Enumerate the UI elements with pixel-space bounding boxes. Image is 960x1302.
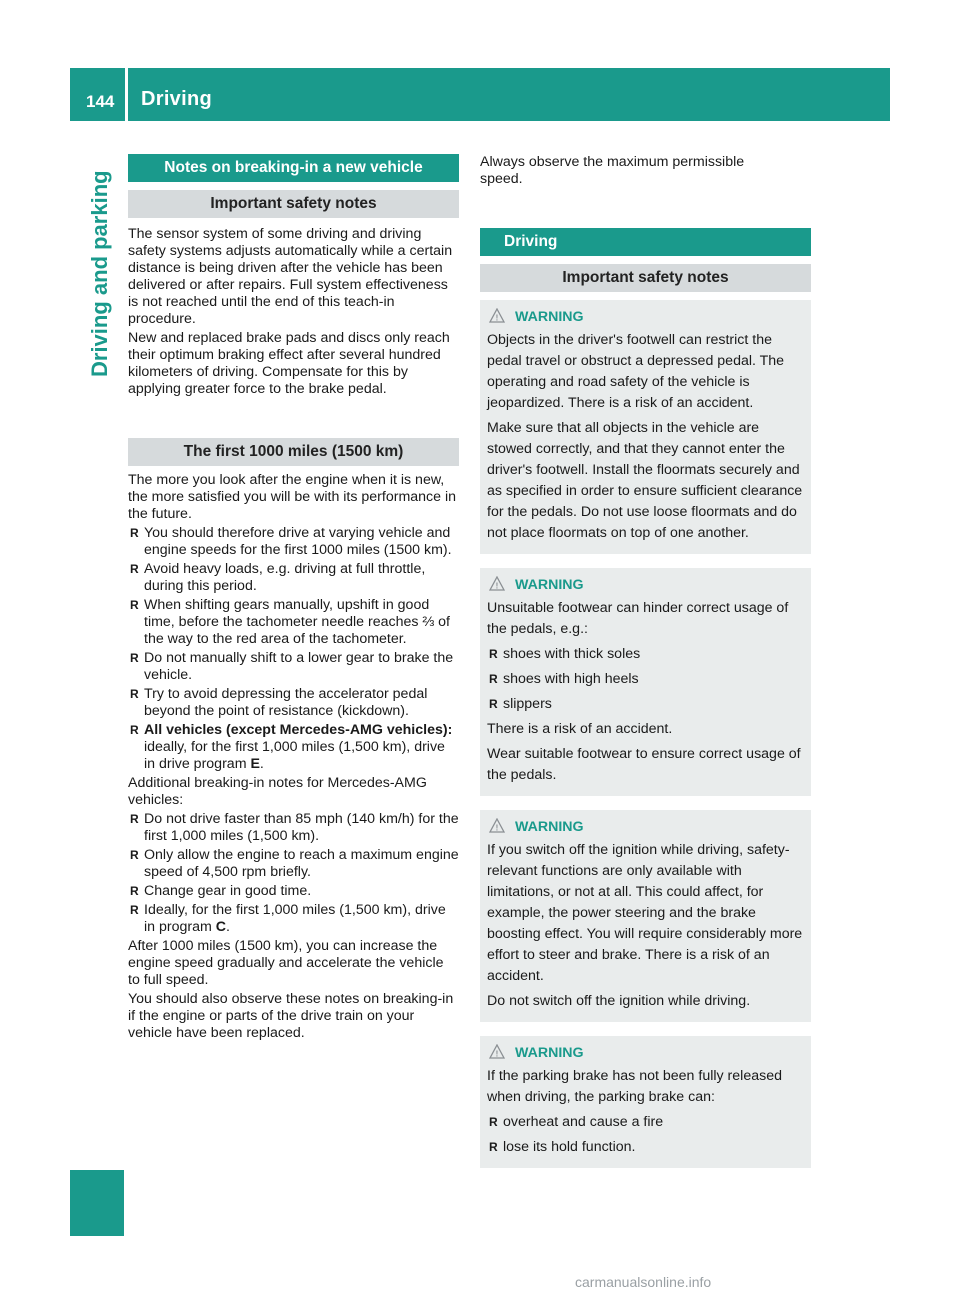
paragraph: Make sure that all objects in the vehicle are stowed correctly, and that they cannot enter the driver's footwell. Install the floormats securely and as specified in order to ensure sufficient clearance for the pedals. Do not use loose floormats and do not place floormats on top of one another. [487,420,803,541]
list-item: R slippers [487,694,804,715]
bullet-icon: R [489,672,498,686]
paragraph: Additional breaking-in notes for Mercedes-AMG vehicles: [128,775,427,808]
bullet-icon: R [130,651,139,665]
bullet-icon: R [489,697,498,711]
subsection-title: Important safety notes [480,264,811,292]
bullet-icon: R [130,562,139,576]
bullet-icon: R [130,723,139,737]
list-item: R Ideally, for the first 1,000 miles (1,500 km), drive in program C. [130,902,446,935]
paragraph: The sensor system of some driving and driving safety systems adjusts automatically while a certain distance is being driven after the vehicle has been delivered or after repairs. Full system effectiveness is not reached until the end of this teach-in procedure. [128,226,453,327]
section-title: Driving [480,228,811,256]
paragraph: There is a risk of an accident. [487,721,673,737]
watermark: carmanualsonline.info [575,1274,712,1290]
warning-icon [489,1044,505,1060]
page-number: 144 [86,92,115,111]
warning-icon [489,576,505,592]
list-item: R Change gear in good time. [130,883,312,899]
bullet-list [487,1112,804,1158]
warning-box [480,300,811,554]
svg-text:!: ! [495,823,499,833]
bullet-icon: R [130,598,139,612]
paragraph: Wear suitable footwear to ensure correct usage of the pedals. [487,746,801,783]
bullet-icon: R [130,687,139,701]
paragraph: After 1000 miles (1500 km), you can increase the engine speed gradually and accelerate the vehicle to full speed. [128,938,444,988]
left-column [128,154,459,1044]
warning-box [480,568,811,796]
bullet-icon: R [130,903,139,917]
svg-text:!: ! [495,581,499,591]
subsection-title: The first 1000 miles (1500 km) [128,438,459,466]
bullet-icon: R [489,1140,498,1154]
paragraph: If the parking brake has not been fully released when driving, the parking brake can: [487,1068,782,1105]
paragraph: The more you look after the engine when it is new, the more satisfied you will be with its performance in the future. [128,472,457,522]
bullet-icon: R [130,848,139,862]
list-item: R When shifting gears manually, upshift in good time, before the tachometer needle reaches ⅔ of the way to the red area of the tachometer. [130,597,451,647]
bullet-list [487,644,804,715]
bullet-icon: R [130,884,139,898]
subsection-title: Important safety notes [128,190,459,218]
side-tab-marker [70,1170,124,1236]
svg-text:!: ! [495,313,499,323]
bullet-icon: R [130,526,139,540]
bullet-list [128,811,459,936]
list-item: R Try to avoid depressing the accelerator pedal beyond the point of resistance (kickdown). [130,686,428,719]
warning-icon [489,818,505,834]
right-column [480,154,811,1168]
warning-title: ! WARNING [487,572,804,598]
list-item: R shoes with thick soles [487,644,804,665]
warning-title: ! WARNING [487,814,804,840]
list-item: R All vehicles (except Mercedes-AMG vehicles): ideally, for the first 1,000 miles (1,500 km), drive in drive program E. [130,722,453,772]
warning-box [480,810,811,1022]
page-title: Driving [141,88,212,110]
list-item: R Only allow the engine to reach a maximum engine speed of 4,500 rpm briefly. [130,847,459,880]
paragraph: New and replaced brake pads and discs only reach their optimum braking effect after several hundred kilometers of driving. Compensate for this by applying greater force to the brake pedal. [128,330,450,397]
svg-text:!: ! [495,1049,499,1059]
warning-icon [489,308,505,324]
warning-box [480,1036,811,1168]
bullet-list [128,525,459,773]
list-item: R Do not drive faster than 85 mph (140 km/h) for the first 1,000 miles (1,500 km). [130,811,459,844]
paragraph: Objects in the driver's footwell can restrict the pedal travel or obstruct a depressed pedal. The operating and road safety of the vehicle is jeopardized. There is a risk of an accident. [487,332,785,411]
bullet-icon: R [489,647,498,661]
warning-title: ! WARNING [487,1040,804,1066]
bullet-icon: R [130,812,139,826]
paragraph: Do not switch off the ignition while driving. [487,993,751,1009]
section-title: Notes on breaking-in a new vehicle [128,154,459,182]
list-item: R Do not manually shift to a lower gear to brake the vehicle. [130,650,454,683]
warning-title: ! WARNING [487,304,804,330]
paragraph: If you switch off the ignition while driving, safety-relevant functions are only available with limitations, or not at all. This could affect, for example, the power steering and the brake boosting effect. You will require considerably more effort to steer and brake. There is a risk of an accident. [487,842,803,984]
paragraph: You should also observe these notes on breaking-in if the engine or parts of the drive train on your vehicle have been replaced. [128,991,454,1041]
side-tab-label: Driving and parking [87,170,112,377]
list-item: R overheat and cause a fire [487,1112,804,1133]
list-item: R You should therefore drive at varying vehicle and engine speeds for the first 1000 miles (1500 km). [130,525,452,558]
list-item: R lose its hold function. [487,1137,804,1158]
bullet-icon: R [489,1115,498,1129]
paragraph: Unsuitable footwear can hinder correct usage of the pedals, e.g.: [487,600,789,637]
paragraph: Always observe the maximum permissible speed. [480,154,745,187]
list-item: R shoes with high heels [487,669,804,690]
list-item: R Avoid heavy loads, e.g. driving at full throttle, during this period. [130,561,426,594]
header-divider [125,68,128,121]
